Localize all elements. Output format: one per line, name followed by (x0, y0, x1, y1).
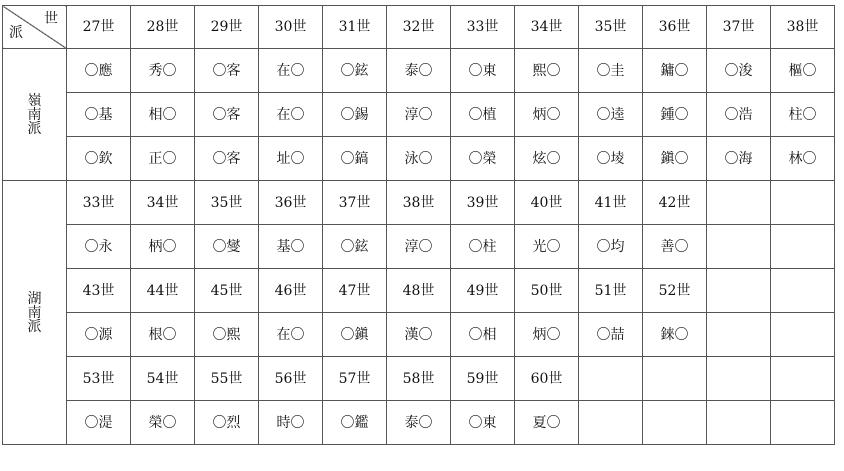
header-generation: 28世 (131, 6, 195, 49)
generation-cell: 34世 (131, 181, 195, 225)
empty-cell (771, 269, 835, 313)
branch-char: 南 (27, 106, 42, 123)
name-cell: 時〇 (259, 401, 323, 445)
name-cell: 相〇 (131, 93, 195, 137)
empty-cell (643, 401, 707, 445)
name-cell: 樞〇 (771, 49, 835, 93)
name-cell: 〇相 (451, 313, 515, 357)
name-cell: 〇欽 (67, 137, 131, 181)
name-cell: 泳〇 (387, 137, 451, 181)
generation-cell: 59世 (451, 357, 515, 401)
name-cell: 〇湜 (67, 401, 131, 445)
generation-cell: 38世 (387, 181, 451, 225)
name-cell: 〇客 (195, 137, 259, 181)
generation-cell: 48世 (387, 269, 451, 313)
name-cell: 榮〇 (131, 401, 195, 445)
header-generation: 34世 (515, 6, 579, 49)
name-cell: 基〇 (259, 225, 323, 269)
empty-cell (771, 357, 835, 401)
generation-cell: 58世 (387, 357, 451, 401)
name-cell: 〇永 (67, 225, 131, 269)
generation-cell: 56世 (259, 357, 323, 401)
name-cell: 秀〇 (131, 49, 195, 93)
header-generation: 32世 (387, 6, 451, 49)
hunan-row (3, 181, 835, 225)
hunan-row (3, 357, 835, 401)
name-cell: 〇浚 (707, 49, 771, 93)
corner-branch-label: 派 (9, 25, 23, 41)
generation-cell: 45世 (195, 269, 259, 313)
hunan-branch-label (3, 181, 67, 445)
name-cell: 〇燮 (195, 225, 259, 269)
empty-cell (707, 313, 771, 357)
generation-cell: 40世 (515, 181, 579, 225)
name-cell: 〇榮 (451, 137, 515, 181)
empty-cell (771, 401, 835, 445)
name-cell: 在〇 (259, 313, 323, 357)
name-cell: 林〇 (771, 137, 835, 181)
header-generation: 36世 (643, 6, 707, 49)
generation-cell: 57世 (323, 357, 387, 401)
hunan-row (3, 401, 835, 445)
name-cell: 〇堎 (579, 137, 643, 181)
name-cell: 錸〇 (643, 313, 707, 357)
generation-cell: 54世 (131, 357, 195, 401)
branch-char: 湖 (27, 290, 42, 307)
name-cell: 光〇 (515, 225, 579, 269)
name-cell: 〇植 (451, 93, 515, 137)
generation-cell: 33世 (67, 181, 131, 225)
empty-cell (579, 401, 643, 445)
name-cell: 正〇 (131, 137, 195, 181)
generation-cell: 39世 (451, 181, 515, 225)
hunan-row (3, 225, 835, 269)
name-cell: 〇鑑 (323, 401, 387, 445)
name-cell: 〇源 (67, 313, 131, 357)
name-cell: 柱〇 (771, 93, 835, 137)
corner-generation-label: 世 (44, 11, 58, 27)
empty-cell (707, 269, 771, 313)
name-cell: 淳〇 (387, 225, 451, 269)
generation-cell: 42世 (643, 181, 707, 225)
generation-cell: 35世 (195, 181, 259, 225)
name-cell: 〇逵 (579, 93, 643, 137)
branch-char: 嶺 (27, 92, 42, 109)
name-cell: 根〇 (131, 313, 195, 357)
header-generation: 27世 (67, 6, 131, 49)
generation-cell: 53世 (67, 357, 131, 401)
name-cell: 〇圭 (579, 49, 643, 93)
name-cell: 〇鎭 (323, 313, 387, 357)
generation-cell: 60世 (515, 357, 579, 401)
name-cell: 柄〇 (131, 225, 195, 269)
name-cell: 〇錫 (323, 93, 387, 137)
lingnan-row (3, 137, 835, 181)
name-cell: 在〇 (259, 93, 323, 137)
hunan-row (3, 269, 835, 313)
name-cell: 泰〇 (387, 401, 451, 445)
name-cell: 〇均 (579, 225, 643, 269)
header-generation: 31世 (323, 6, 387, 49)
header-generation: 29世 (195, 6, 259, 49)
name-cell: 〇東 (451, 401, 515, 445)
name-cell: 址〇 (259, 137, 323, 181)
generation-cell: 50世 (515, 269, 579, 313)
empty-cell (707, 401, 771, 445)
empty-cell (771, 181, 835, 225)
name-cell: 鏞〇 (643, 49, 707, 93)
header-generation: 30世 (259, 6, 323, 49)
generation-cell: 44世 (131, 269, 195, 313)
name-cell: 鎭〇 (643, 137, 707, 181)
generation-cell: 47世 (323, 269, 387, 313)
lingnan-row (3, 49, 835, 93)
name-cell: 〇鉉 (323, 49, 387, 93)
empty-cell (579, 357, 643, 401)
generation-cell: 36世 (259, 181, 323, 225)
name-cell: 〇浩 (707, 93, 771, 137)
empty-cell (643, 357, 707, 401)
empty-cell (707, 181, 771, 225)
name-cell: 〇應 (67, 49, 131, 93)
corner-cell (3, 6, 67, 49)
name-cell: 〇喆 (579, 313, 643, 357)
name-cell: 〇鎬 (323, 137, 387, 181)
name-cell: 炳〇 (515, 93, 579, 137)
header-generation: 35世 (579, 6, 643, 49)
name-cell: 炫〇 (515, 137, 579, 181)
empty-cell (771, 225, 835, 269)
name-cell: 〇熙 (195, 313, 259, 357)
generation-cell: 49世 (451, 269, 515, 313)
name-cell: 〇烈 (195, 401, 259, 445)
generation-cell: 43世 (67, 269, 131, 313)
name-cell: 熙〇 (515, 49, 579, 93)
branch-char: 南 (27, 304, 42, 321)
generation-cell: 55世 (195, 357, 259, 401)
name-cell: 〇海 (707, 137, 771, 181)
name-cell: 淳〇 (387, 93, 451, 137)
name-cell: 漢〇 (387, 313, 451, 357)
name-cell: 〇柱 (451, 225, 515, 269)
header-generation: 38世 (771, 6, 835, 49)
hunan-row (3, 313, 835, 357)
name-cell: 〇客 (195, 93, 259, 137)
generation-name-table (2, 5, 835, 445)
branch-char: 派 (27, 120, 42, 137)
generation-cell: 37世 (323, 181, 387, 225)
name-cell: 〇東 (451, 49, 515, 93)
empty-cell (707, 225, 771, 269)
header-generation: 37世 (707, 6, 771, 49)
lingnan-row (3, 93, 835, 137)
name-cell: 炳〇 (515, 313, 579, 357)
generation-cell: 46世 (259, 269, 323, 313)
lingnan-branch-label (3, 49, 67, 181)
branch-char: 派 (27, 318, 42, 335)
name-cell: 〇基 (67, 93, 131, 137)
generation-cell: 41世 (579, 181, 643, 225)
name-cell: 鍾〇 (643, 93, 707, 137)
empty-cell (771, 313, 835, 357)
name-cell: 〇客 (195, 49, 259, 93)
name-cell: 善〇 (643, 225, 707, 269)
empty-cell (707, 357, 771, 401)
name-cell: 泰〇 (387, 49, 451, 93)
generation-cell: 51世 (579, 269, 643, 313)
name-cell: 在〇 (259, 49, 323, 93)
name-cell: 〇鉉 (323, 225, 387, 269)
header-generation: 33世 (451, 6, 515, 49)
header-row (3, 6, 835, 49)
name-cell: 夏〇 (515, 401, 579, 445)
generation-cell: 52世 (643, 269, 707, 313)
